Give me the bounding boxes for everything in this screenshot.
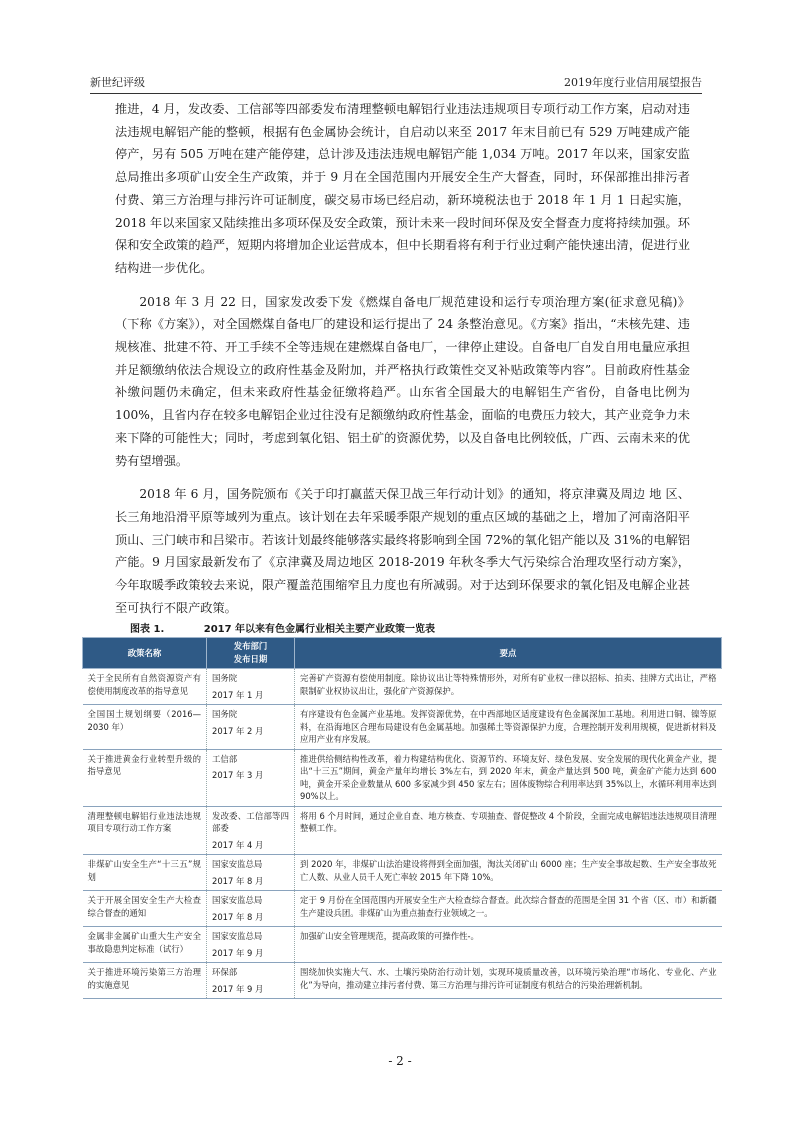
policy-dept	[207, 855, 295, 891]
page-number: - 2 -	[388, 1054, 412, 1068]
policy-name: 关于开展全国安全生产大检查综合督查的通知	[83, 891, 207, 927]
policy-points: 定于 9 月份在全国范围内开展安全生产大检查综合督查。此次综合督查的范围是全国 31 个省（区、市）和新疆生产建设兵团。非煤矿山为重点抽查行业领域之一。	[295, 891, 722, 927]
table-row	[83, 891, 722, 927]
header-report-title: 2019年度行业信用展望报告	[564, 76, 702, 89]
policy-name: 金属非金属矿山重大生产安全事故隐患判定标准（试行）	[83, 927, 207, 963]
policy-points: 有序建设有色金属产业基地。发挥资源优势，在中西部地区适度建设有色金属深加工基地。利用进口铜、镍等原料，在沿海地区合理布局建设有色金属基地。加强稀土等资源保护力度，合理控制开发利用规模，促进新材料及应用产业有序发展。	[295, 705, 722, 750]
dept: 环保部	[212, 967, 238, 977]
dept: 国家安监总局	[212, 895, 263, 905]
date: 2017 年 1 月	[212, 689, 264, 700]
date: 2017 年 8 月	[212, 911, 264, 922]
dept: 国家安监总局	[212, 859, 263, 869]
date: 2017 年 8 月	[212, 875, 264, 886]
header-org: 新世纪评级	[90, 76, 145, 89]
header-key-points: 要点	[295, 638, 722, 669]
date: 2017 年 9 月	[212, 947, 264, 958]
paragraph: 2018 年 3 月 22 日，国家发改委下发《燃煤自备电厂规范建设和运行专项治理方案(征求意见稿)》（下称《方案》），对全国燃煤自备电厂的建设和运行提出了 24 条整治意见。《方案》指出，“未核先建、违规核准、批建不符、开工手续不全等违规在建燃煤自备电厂，一律停止建设。自备电厂自发自用电量应承担并足额缴纳依法合规设立的政府性基金及附加，并严格执行政策性交叉补贴政策等内容”。目前政府性基金补缴问题仍未确定，但未来政府性基金征缴将趋严。山东省全国最大的电解铝生产省份，自备电比例为 100%，且省内存在较多电解铝企业过往没有足额缴纳政府性基金，面临的电费压力较大，其产业竞争力未来下降的可能性大；同时，考虑到氧化铝、铝土矿的资源优势，以及自备电比例较低，广西、云南未来的优势有望增强。	[115, 294, 690, 468]
policy-points: 将用 6 个月时间，通过企业自查、地方核查、专项抽查、督促整改 4 个阶段，全面完成电解铝违法违规项目清理整顿工作。	[295, 806, 722, 855]
policy-name: 关于全民所有自然资源资产有偿使用制度改革的指导意见	[83, 669, 207, 705]
dept: 发改委、工信部等四部委	[212, 810, 289, 833]
policy-dept	[207, 749, 295, 806]
policy-points: 加强矿山安全管理规范，提高政策的可操作性-。	[295, 927, 722, 963]
header-dept: 发布部门	[233, 641, 268, 651]
policy-points: 推进供给侧结构性改革，着力构建结构优化、资源节约、环境友好、绿色发展、安全发展的现代化黄金产业，提出“十三五”期间，黄金产量年均增长 3%左右，到 2020 年末，黄金产量达到 500 吨，黄金矿产能力达到 600 吨，黄金开采企业数量从 600 多家减少到 450 家左右；固体废物综合利用率达到 35%以上，水循环利用率达到 90%以上。	[295, 749, 722, 806]
policy-points: 完善矿产资源有偿使用制度。除协议出让等特殊情形外，对所有矿业权一律以招标、拍卖、挂牌方式出让，严格限制矿业权协议出让，强化矿产资源保护。	[295, 669, 722, 705]
dept: 国家安监总局	[212, 931, 263, 941]
policy-name: 关于推进黄金行业转型升级的指导意见	[83, 749, 207, 806]
table-row	[83, 927, 722, 963]
policy-points: 围绕加快实施大气、水、土壤污染防治行动计划，实现环境质量改善，以环境污染治理“市场化、专业化、产业化”为导向，推动建立排污者付费、第三方治理与排污许可证制度有机结合的污染治理新机制。	[295, 963, 722, 999]
policy-name: 关于推进环境污染第三方治理的实施意见	[83, 963, 207, 999]
date: 2017 年 4 月	[212, 839, 264, 850]
header-policy-name: 政策名称	[83, 638, 207, 669]
paragraph: 2018 年 6 月，国务院颁布《关于印打赢蓝天保卫战三年行动计划》的通知，将京津冀及周边 地 区、长三角地沿滑平原等域列为重点。该计划在去年采暖季限产规划的重点区域的基础之上，增加了河南洛阳平顶山、三门峡市和吕梁市。若该计划最终能够落实最终将影响到全国 72%的氧化铝产能以及 31%的电解铝产能。9 月国家最新发布了《京津冀及周边地区 2018-2019 年秋冬季大气污染综合治理攻坚行动方案》，今年取暖季政策较去来说，限产覆盖范围缩窄且力度也有所减弱。对于达到环保要求的氧化铝及电解企业甚至可执行不限产政策。	[115, 487, 690, 615]
table-row	[83, 806, 722, 855]
policy-dept	[207, 669, 295, 705]
table-row	[83, 705, 722, 750]
date: 2017 年 9 月	[212, 983, 264, 994]
table-caption	[130, 620, 435, 635]
table-row	[83, 749, 722, 806]
table-caption-title: 2017 年以来有色金属行业相关主要产业政策一览表	[203, 624, 436, 635]
policy-table	[82, 637, 722, 999]
table-caption-label: 图表 1.	[130, 624, 165, 635]
header-date: 发布日期	[233, 654, 268, 664]
body-text	[115, 98, 690, 630]
policy-name: 全国国土规划纲要（2016—2030 年）	[83, 705, 207, 750]
date: 2017 年 3 月	[212, 770, 264, 780]
policy-points: 到 2020 年，非煤矿山法治建设将得到全面加强，淘汰关闭矿山 6000 座；生产安全事故起数、生产安全事故死亡人数、从业人员千人死亡率较 2015 年下降 10%。	[295, 855, 722, 891]
date: 2017 年 2 月	[212, 725, 264, 736]
dept: 国务院	[212, 673, 238, 683]
table-row	[83, 855, 722, 891]
dept: 国务院	[212, 709, 238, 719]
policy-dept	[207, 963, 295, 999]
header-dept-date	[207, 638, 295, 669]
policy-dept	[207, 705, 295, 750]
table-row	[83, 669, 722, 705]
paragraph: 推进，4 月，发改委、工信部等四部委发布清理整顿电解铝行业违法违规项目专项行动工作方案，启动对违法违规电解铝产能的整顿，根据有色金属协会统计，自启动以来至 2017 年末目前已有 529 万吨建成产能停产，另有 505 万吨在建产能停建，总计涉及违法违规电解铝产能 1,034 万吨。2017 年以来，国家安监总局推出多项矿山安全生产政策，并于 9 月在全国范围内开展安全生产大督查，同时，环保部推出排污者付费、第三方治理与排污许可证制度，碳交易市场已经启动，新环境税法也于 2018 年 1 月 1 日起实施，2018 年以来国家又陆续推出多项环保及安全政策，预计未来一段时间环保及安全督查力度将持续加强。环保和安全政策的趋严，短期内将增加企业运营成本，但中长期看将有利于行业过剩产能快速出清，促进行业结构进一步优化。	[115, 102, 690, 275]
policy-dept	[207, 806, 295, 855]
header-divider	[90, 93, 702, 94]
policy-name: 清理整顿电解铝行业违法违规项目专项行动工作方案	[83, 806, 207, 855]
table-row	[83, 963, 722, 999]
policy-dept	[207, 891, 295, 927]
dept: 工信部	[212, 753, 238, 764]
page-header	[90, 74, 702, 90]
policy-dept	[207, 927, 295, 963]
policy-name: 非煤矿山安全生产“十三五”规划	[83, 855, 207, 891]
table-header-row	[83, 638, 722, 669]
